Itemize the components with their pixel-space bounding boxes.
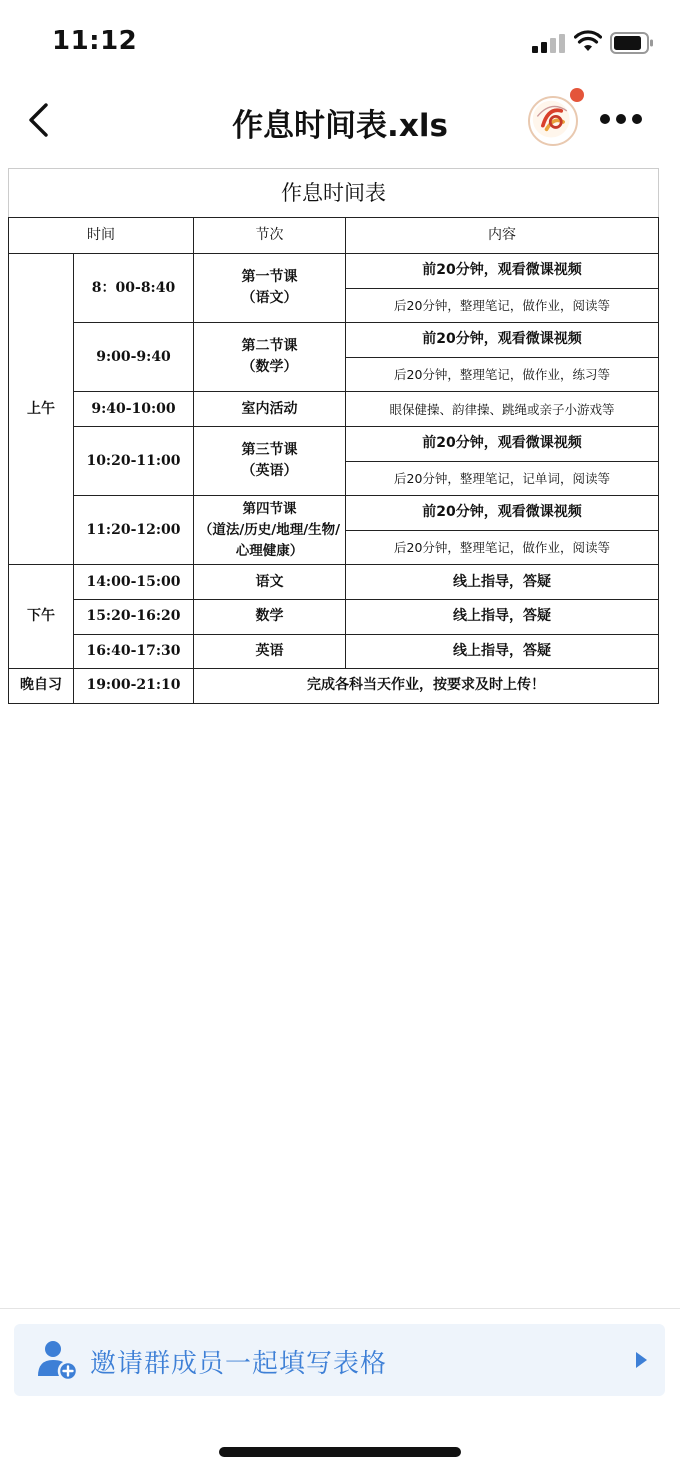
bottom-divider [0,1308,680,1309]
time-cell: 10:20-11:00 [74,426,194,495]
content-cell: 前20分钟，观看微课视频 [346,426,659,461]
period-cell: 第二节课 （数学） [194,323,346,392]
table-row [9,565,659,600]
content-cell: 线上指导，答疑 [346,634,659,669]
nav-bar [0,84,680,156]
section-afternoon: 下午 [9,565,74,669]
table-row [9,599,659,634]
content-cell: 后20分钟，整理笔记，做作业，练习等 [346,357,659,392]
time-cell: 8：00-8:40 [74,254,194,323]
content-cell: 完成各科当天作业，按要求及时上传！ [194,669,659,704]
table-row [9,392,659,427]
table-row [9,496,659,531]
content-cell: 线上指导，答疑 [346,565,659,600]
invite-label: 邀请群成员一起填写表格 [90,1349,388,1379]
period-cell: 数学 [194,599,346,634]
time-cell: 9:40-10:00 [74,392,194,427]
time-cell: 15:20-16:20 [74,599,194,634]
period-cell: 英语 [194,634,346,669]
chevron-right-icon [636,1352,647,1368]
table-title: 作息时间表 [9,169,659,218]
home-indicator[interactable] [219,1447,461,1457]
content-cell: 后20分钟，整理笔记，做作业，阅读等 [346,288,659,323]
time-cell: 11:20-12:00 [74,496,194,565]
table-row [9,323,659,358]
section-evening: 晚自习 [9,669,74,704]
table-row [9,634,659,669]
table-row [9,254,659,289]
time-cell: 9:00-9:40 [74,323,194,392]
add-user-icon [36,1338,80,1382]
school-logo-icon[interactable] [528,96,578,146]
header-time: 时间 [9,218,194,254]
content-cell: 后20分钟，整理笔记，记单词，阅读等 [346,461,659,496]
signal-icon [532,33,566,53]
notification-badge [570,88,584,102]
period-cell: 室内活动 [194,392,346,427]
page-title: 作息时间表.xls [232,108,448,144]
content-cell: 线上指导，答疑 [346,599,659,634]
period-cell: 第三节课 （英语） [194,426,346,495]
schedule-table [8,168,659,704]
wifi-icon [574,30,602,52]
header-period: 节次 [194,218,346,254]
invite-members-button[interactable] [14,1324,665,1396]
status-bar [0,0,680,80]
battery-icon [610,32,654,54]
time-cell: 16:40-17:30 [74,634,194,669]
section-morning: 上午 [9,254,74,565]
back-icon[interactable] [22,102,58,138]
more-icon[interactable] [600,112,642,126]
period-cell: 第一节课 （语文） [194,254,346,323]
period-cell: 语文 [194,565,346,600]
content-cell: 前20分钟，观看微课视频 [346,254,659,289]
table-row [9,669,659,704]
status-time: 11:12 [52,26,138,56]
period-cell: 第四节课 （道法/历史/地理/生物/ 心理健康） [194,496,346,565]
time-cell: 19:00-21:10 [74,669,194,704]
time-cell: 14:00-15:00 [74,565,194,600]
content-cell: 后20分钟，整理笔记，做作业，阅读等 [346,530,659,565]
content-cell: 眼保健操、韵律操、跳绳或亲子小游戏等 [346,392,659,427]
header-content: 内容 [346,218,659,254]
table-row [9,426,659,461]
content-cell: 前20分钟，观看微课视频 [346,496,659,531]
content-cell: 前20分钟，观看微课视频 [346,323,659,358]
